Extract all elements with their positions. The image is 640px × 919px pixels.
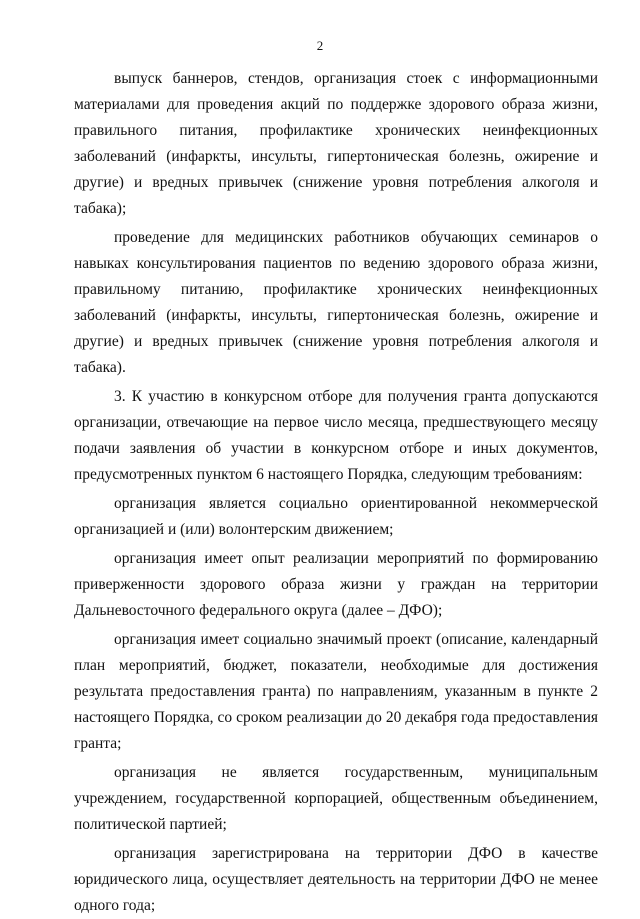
paragraph-requirement-project: организация имеет социально значимый проект (описание, календарный план мероприятий, бюджет, показатели, необходимые для достижения результата предоставления гранта) по направлениям, указанным в пункте 2 настоящего Порядка, со сроком реализации до 20 декабря года предоставления гранта; [74, 631, 598, 752]
paragraph-seminars: проведение для медицинских работников обучающих семинаров о навыках консультирования пациентов по ведению здорового образа жизни, правильному питанию, профилактике хронических неинфекционных заболеваний (инфаркты, инсульты, гипертоническая болезнь, ожирение и другие) и вредных привычек (снижение уровня потребления алкоголя и табака). [74, 229, 598, 376]
paragraph-requirement-experience: организация имеет опыт реализации мероприятий по формированию приверженности здорового образа жизни у граждан на территории Дальневосточного федерального округа (далее – ДФО); [74, 550, 598, 619]
paragraph-requirement-registration: организация зарегистрирована на территории ДФО в качестве юридического лица, осуществляет деятельность на территории ДФО не менее одного года; [74, 845, 598, 914]
page-number: 2 [316, 38, 324, 53]
paragraph-banners: выпуск баннеров, стендов, организация стоек с информационными материалами для проведения акций по поддержке здорового образа жизни, правильного питания, профилактике хронических неинфекционных заболеваний (инфаркты, инсульты, гипертоническая болезнь, ожирение и другие) и вредных привычек (снижение уровня потребления алкоголя и табака); [74, 70, 598, 217]
paragraph-requirement-not-state: организация не является государственным, муниципальным учреждением, государственной корпорацией, общественным объединением, политической партией; [74, 764, 598, 833]
paragraph-eligibility: 3. К участию в конкурсном отборе для получения гранта допускаются организации, отвечающие на первое число месяца, предшествующего месяцу подачи заявления об участии в конкурсном отборе и иных документов, предусмотренных пунктом 6 настоящего Порядка, следующим требованиям: [74, 388, 598, 483]
paragraph-requirement-nko: организация является социально ориентированной некоммерческой организацией и (или) волонтерским движением; [74, 495, 598, 538]
document-body [74, 66, 598, 919]
